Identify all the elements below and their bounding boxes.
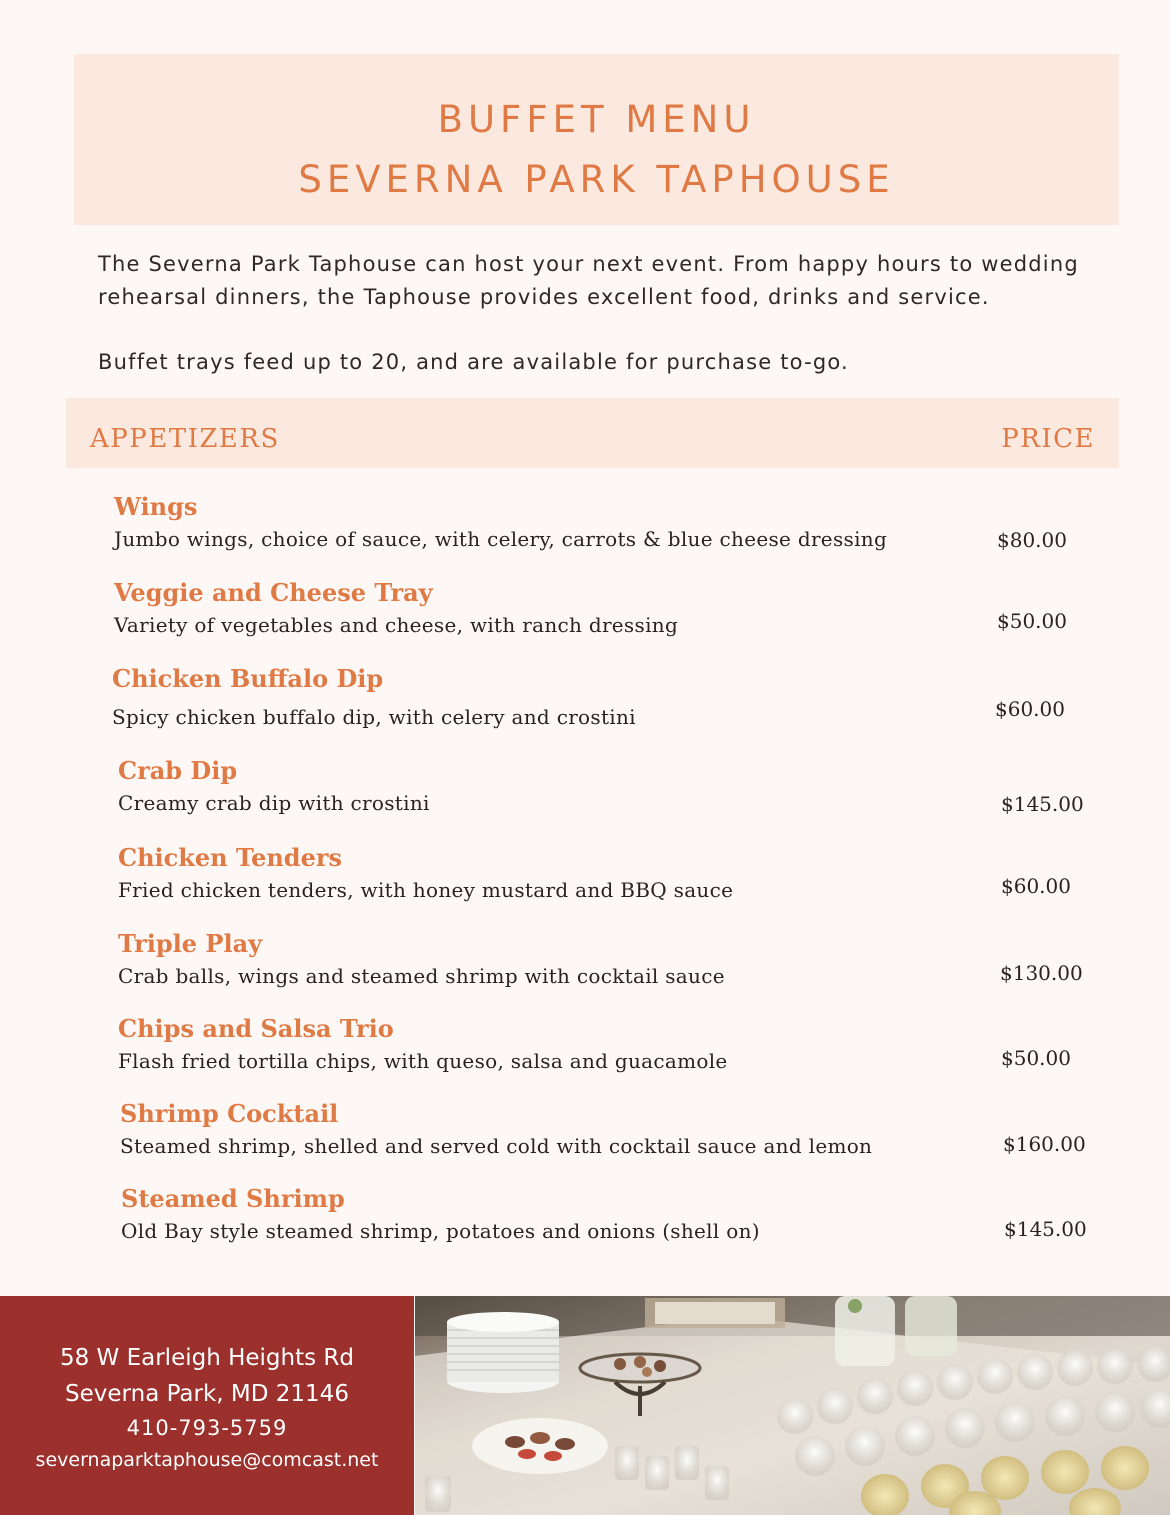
item-price: $160.00 xyxy=(1003,1132,1086,1156)
item-description: Jumbo wings, choice of sauce, with celery, carrots & blue cheese dressing xyxy=(114,527,888,551)
item-name: Crab Dip xyxy=(118,756,238,785)
item-name: Veggie and Cheese Tray xyxy=(114,578,433,607)
restaurant-name: SEVERNA PARK TAPHOUSE xyxy=(298,158,895,201)
address-line: Severna Park, MD 21146 xyxy=(65,1381,349,1407)
menu-item xyxy=(114,492,887,551)
item-description: Steamed shrimp, shelled and served cold with cocktail sauce and lemon xyxy=(120,1134,873,1158)
buffet-photo xyxy=(415,1296,1170,1515)
phone-number: 410-793-5759 xyxy=(126,1416,288,1440)
item-price: $145.00 xyxy=(1004,1217,1087,1241)
menu-item xyxy=(114,578,678,637)
item-name: Chicken Buffalo Dip xyxy=(112,664,384,693)
item-description: Variety of vegetables and cheese, with ranch dressing xyxy=(114,613,679,637)
item-name: Triple Play xyxy=(118,929,263,958)
item-name: Shrimp Cocktail xyxy=(120,1099,339,1128)
intro-text xyxy=(98,248,1128,379)
item-description: Old Bay style steamed shrimp, potatoes and onions (shell on) xyxy=(121,1219,760,1243)
intro-paragraph: The Severna Park Taphouse can host your next event. From happy hours to wedding rehearsal dinners, the Taphouse provides excellent food, drinks and service. xyxy=(98,252,1079,309)
menu-item xyxy=(118,756,430,815)
contact-panel xyxy=(0,1296,414,1515)
item-description: Creamy crab dip with crostini xyxy=(118,791,430,815)
section-heading: APPETIZERS xyxy=(90,424,280,454)
menu-title: BUFFET MENU xyxy=(437,98,756,141)
menu-item xyxy=(112,664,636,729)
item-name: Chips and Salsa Trio xyxy=(118,1014,394,1043)
email-address: severnaparktaphouse@comcast.net xyxy=(35,1449,379,1471)
item-price: $50.00 xyxy=(997,609,1067,633)
item-price: $50.00 xyxy=(1001,1046,1071,1070)
item-name: Steamed Shrimp xyxy=(121,1184,345,1213)
section-header xyxy=(66,398,1119,468)
menu-item xyxy=(118,929,725,988)
item-price: $80.00 xyxy=(997,528,1067,552)
menu-item xyxy=(118,1014,728,1073)
buffet-photo-illustration xyxy=(415,1296,1170,1515)
item-price: $130.00 xyxy=(1000,961,1083,985)
item-description: Flash fried tortilla chips, with queso, salsa and guacamole xyxy=(118,1049,728,1073)
item-price: $60.00 xyxy=(995,697,1065,721)
intro-paragraph: Buffet trays feed up to 20, and are available for purchase to-go. xyxy=(98,350,849,374)
menu-item xyxy=(120,1099,872,1158)
menu-item xyxy=(118,843,733,902)
item-name: Wings xyxy=(114,492,198,521)
item-price: $145.00 xyxy=(1001,792,1084,816)
price-heading: PRICE xyxy=(1001,424,1095,454)
item-description: Fried chicken tenders, with honey mustard and BBQ sauce xyxy=(118,878,734,902)
title-banner xyxy=(74,54,1119,225)
item-description: Crab balls, wings and steamed shrimp with cocktail sauce xyxy=(118,964,725,988)
menu-item xyxy=(121,1184,760,1243)
address-line: 58 W Earleigh Heights Rd xyxy=(59,1345,355,1371)
item-description: Spicy chicken buffalo dip, with celery and crostini xyxy=(112,705,636,729)
item-price: $60.00 xyxy=(1001,874,1071,898)
item-name: Chicken Tenders xyxy=(118,843,343,872)
